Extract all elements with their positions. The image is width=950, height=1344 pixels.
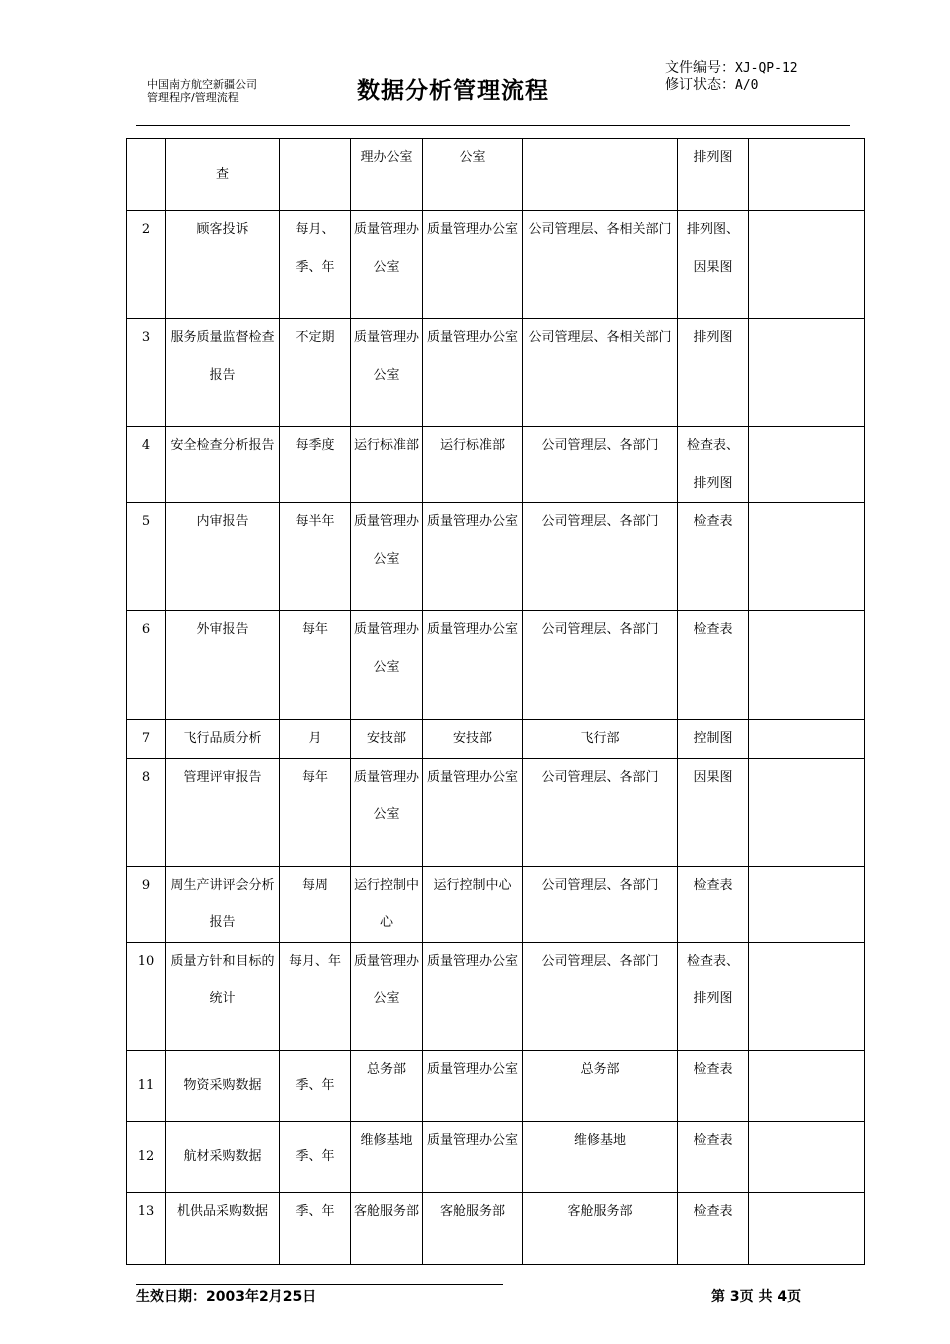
report-item: 质量方针和目标的统计 [170,953,275,1006]
analysis-tool: 检查表 [693,1061,733,1077]
table-row [127,866,865,942]
analysis-tool-cell [678,427,749,503]
analysis-tool: 检查表 [693,622,733,637]
row-number-cell [127,503,166,611]
report-item-cell [166,758,280,866]
report-item: 安全检查分析报告 [170,438,275,453]
responsible-dept-cell [351,139,423,211]
row-number: 8 [141,769,151,785]
table-row [127,720,865,759]
remarks-cell [749,611,865,720]
row-number-cell [127,1192,166,1264]
analysis-tool: 排列图、因果图 [686,222,739,275]
data-analysis-table [126,138,865,1265]
collect-dept-cell [423,942,523,1050]
responsible-dept-cell [351,427,423,503]
analysis-tool: 检查表 [693,1132,733,1148]
frequency: 季、年 [295,1148,335,1164]
distribution: 维修基地 [573,1132,626,1148]
analysis-tool-cell [678,1192,749,1264]
doc-number-label: 文件编号： [665,60,735,76]
collect-dept: 质量管理办公室 [426,1061,518,1077]
responsible-dept-cell [351,1192,423,1264]
collect-dept-cell [423,211,523,319]
header-company-block [147,78,257,104]
responsible-dept: 安技部 [366,731,406,746]
table-row [127,503,865,611]
report-item: 顾客投诉 [196,222,249,237]
analysis-tool: 检查表 [693,1203,733,1219]
responsible-dept-cell [351,1050,423,1121]
report-item-cell [166,611,280,720]
responsible-dept: 质量管理办公室 [354,953,420,1006]
report-item: 周生产讲评会分析报告 [170,877,275,930]
responsible-dept: 质量管理办公室 [354,330,420,383]
analysis-tool-cell [678,866,749,942]
analysis-tool-cell [678,942,749,1050]
frequency-cell [280,503,351,611]
frequency-cell [280,1121,351,1192]
analysis-tool-cell [678,139,749,211]
frequency-cell [280,1050,351,1121]
report-item-cell [166,427,280,503]
responsible-dept-cell [351,503,423,611]
distribution-cell [523,427,678,503]
frequency-cell [280,139,351,211]
distribution-cell [523,211,678,319]
collect-dept: 安技部 [452,731,492,746]
analysis-tool: 排列图 [693,150,733,165]
remarks-cell [749,139,865,211]
collect-dept: 质量管理办公室 [426,514,518,529]
table-row [127,1050,865,1121]
distribution-cell [523,1050,678,1121]
responsible-dept: 客舱服务部 [354,1203,420,1219]
distribution-cell [523,611,678,720]
page-number: 第 3页 共 4页 [711,1289,802,1305]
report-item: 管理评审报告 [183,769,262,785]
frequency: 每周 [301,877,328,893]
collect-dept-cell [423,720,523,759]
remarks-cell [749,1050,865,1121]
analysis-tool: 检查表 [693,877,733,893]
frequency: 每季度 [295,438,335,453]
row-number-cell [127,139,166,211]
doc-category: 管理程序/管理流程 [147,91,239,104]
row-number: 13 [137,1203,155,1219]
effective-date: 2003年2月25日 [206,1289,317,1305]
collect-dept: 质量管理办公室 [426,1132,518,1148]
collect-dept: 公室 [459,150,486,165]
report-item: 内审报告 [196,514,249,529]
distribution-cell [523,1121,678,1192]
remarks-cell [749,503,865,611]
remarks-cell [749,427,865,503]
row-number-cell [127,319,166,427]
remarks-cell [749,866,865,942]
frequency: 月 [308,731,322,746]
frequency-cell [280,211,351,319]
frequency: 每月、年 [288,953,341,969]
collect-dept: 质量管理办公室 [426,622,518,637]
responsible-dept: 理办公室 [360,150,413,165]
collect-dept: 运行标准部 [439,438,505,453]
header-doc-info [665,60,798,94]
analysis-tool-cell [678,503,749,611]
frequency: 季、年 [295,1203,335,1219]
row-number: 9 [141,877,151,893]
frequency: 每月、季、年 [295,222,335,275]
responsible-dept: 运行控制中心 [354,877,420,930]
distribution-cell [523,319,678,427]
revision-status: A/0 [735,78,759,93]
collect-dept: 质量管理办公室 [426,330,518,345]
responsible-dept-cell [351,758,423,866]
collect-dept-cell [423,503,523,611]
collect-dept-cell [423,1192,523,1264]
analysis-tool-cell [678,720,749,759]
frequency-cell [280,1192,351,1264]
distribution: 公司管理层、各部门 [541,953,659,969]
collect-dept: 质量管理办公室 [426,222,518,237]
row-number: 5 [141,514,151,529]
table-row [127,1121,865,1192]
row-number: 4 [141,438,151,453]
responsible-dept: 质量管理办公室 [354,769,420,822]
responsible-dept: 质量管理办公室 [354,622,420,675]
responsible-dept-cell [351,319,423,427]
report-item: 物资采购数据 [183,1077,262,1093]
collect-dept: 运行控制中心 [433,877,512,893]
report-item: 机供品采购数据 [176,1203,268,1219]
effective-date-line [136,1286,316,1306]
row-number-cell [127,720,166,759]
frequency-cell [280,866,351,942]
frequency: 季、年 [295,1077,335,1093]
remarks-cell [749,1192,865,1264]
distribution: 公司管理层、各部门 [541,877,659,893]
distribution-cell [523,866,678,942]
frequency-cell [280,720,351,759]
row-number: 6 [141,622,151,637]
report-item-cell [166,503,280,611]
row-number-cell [127,427,166,503]
distribution: 公司管理层、各部门 [541,514,659,529]
collect-dept: 客舱服务部 [439,1203,505,1219]
analysis-tool: 排列图 [693,330,733,345]
responsible-dept-cell [351,1121,423,1192]
analysis-tool: 检查表 [693,514,733,529]
row-number-cell [127,758,166,866]
distribution-cell [523,942,678,1050]
distribution-cell [523,758,678,866]
remarks-cell [749,211,865,319]
frequency-cell [280,758,351,866]
row-number-cell [127,1050,166,1121]
remarks-cell [749,319,865,427]
distribution: 飞行部 [580,731,620,746]
frequency-cell [280,427,351,503]
collect-dept-cell [423,1050,523,1121]
distribution: 公司管理层、各相关部门 [528,222,672,237]
responsible-dept-cell [351,611,423,720]
responsible-dept: 质量管理办公室 [354,222,420,275]
collect-dept-cell [423,866,523,942]
responsible-dept: 维修基地 [360,1132,413,1148]
distribution: 总务部 [580,1061,620,1077]
doc-number-line [665,60,798,77]
report-item-cell [166,211,280,319]
report-item: 飞行品质分析 [183,731,262,746]
table-row [127,758,865,866]
frequency-cell [280,611,351,720]
table-row [127,319,865,427]
frequency: 不定期 [295,330,335,345]
analysis-tool-cell [678,319,749,427]
row-number: 2 [141,222,151,237]
analysis-tool-cell [678,1050,749,1121]
collect-dept-cell [423,1121,523,1192]
table-row [127,1192,865,1264]
distribution: 客舱服务部 [567,1203,633,1219]
distribution-cell [523,1192,678,1264]
responsible-dept: 总务部 [366,1061,406,1077]
row-number: 7 [141,731,151,746]
responsible-dept-cell [351,211,423,319]
revision-label: 修订状态： [665,77,735,93]
report-item: 外审报告 [196,622,249,637]
responsible-dept: 质量管理办公室 [354,514,420,567]
remarks-cell [749,1121,865,1192]
report-item-cell [166,720,280,759]
table-row [127,942,865,1050]
analysis-tool-cell [678,1121,749,1192]
report-item: 服务质量监督检查报告 [170,330,275,383]
frequency: 每年 [301,769,328,785]
report-item-cell [166,942,280,1050]
collect-dept-cell [423,319,523,427]
frequency-cell [280,942,351,1050]
report-item-cell [166,319,280,427]
distribution: 公司管理层、各部门 [541,438,659,453]
remarks-cell [749,720,865,759]
page-title: 数据分析管理流程 [357,78,549,104]
report-item-cell [166,1050,280,1121]
responsible-dept: 运行标准部 [354,438,420,453]
table-row [127,611,865,720]
company-name: 中国南方航空新疆公司 [147,78,257,91]
collect-dept: 质量管理办公室 [426,769,518,785]
frequency: 每年 [301,622,328,637]
collect-dept-cell [423,758,523,866]
collect-dept-cell [423,611,523,720]
analysis-tool: 检查表、排列图 [686,953,739,1006]
collect-dept: 质量管理办公室 [426,953,518,969]
analysis-tool: 检查表、排列图 [686,438,739,491]
row-number-cell [127,942,166,1050]
report-item: 航材采购数据 [183,1148,262,1164]
row-number: 3 [141,330,151,345]
table-row [127,211,865,319]
footer-divider [136,1284,503,1285]
responsible-dept-cell [351,942,423,1050]
table-row [127,427,865,503]
distribution: 公司管理层、各相关部门 [528,330,672,345]
distribution: 公司管理层、各部门 [541,622,659,637]
distribution-cell [523,139,678,211]
report-item-cell [166,1192,280,1264]
remarks-cell [749,942,865,1050]
responsible-dept-cell [351,720,423,759]
revision-line [665,77,798,94]
row-number: 11 [137,1077,155,1093]
analysis-tool-cell [678,211,749,319]
distribution-cell [523,503,678,611]
report-item-cell [166,1121,280,1192]
row-number-cell [127,211,166,319]
row-number-cell [127,611,166,720]
analysis-tool: 因果图 [693,769,733,785]
collect-dept-cell [423,139,523,211]
frequency-cell [280,319,351,427]
analysis-tool-cell [678,611,749,720]
distribution: 公司管理层、各部门 [541,769,659,785]
analysis-tool: 控制图 [693,731,733,746]
distribution-cell [523,720,678,759]
row-number-cell [127,866,166,942]
analysis-tool-cell [678,758,749,866]
table-row [127,139,865,211]
responsible-dept-cell [351,866,423,942]
effective-date-label: 生效日期： [136,1289,206,1305]
collect-dept-cell [423,427,523,503]
report-item-cell [166,866,280,942]
row-number-cell [127,1121,166,1192]
report-item-cell [166,139,280,211]
remarks-cell [749,758,865,866]
report-item: 查 [215,166,229,182]
header-divider [136,125,850,126]
row-number: 10 [137,953,155,969]
row-number: 12 [137,1148,155,1164]
doc-number: XJ-QP-12 [735,61,798,76]
frequency: 每半年 [295,514,335,529]
